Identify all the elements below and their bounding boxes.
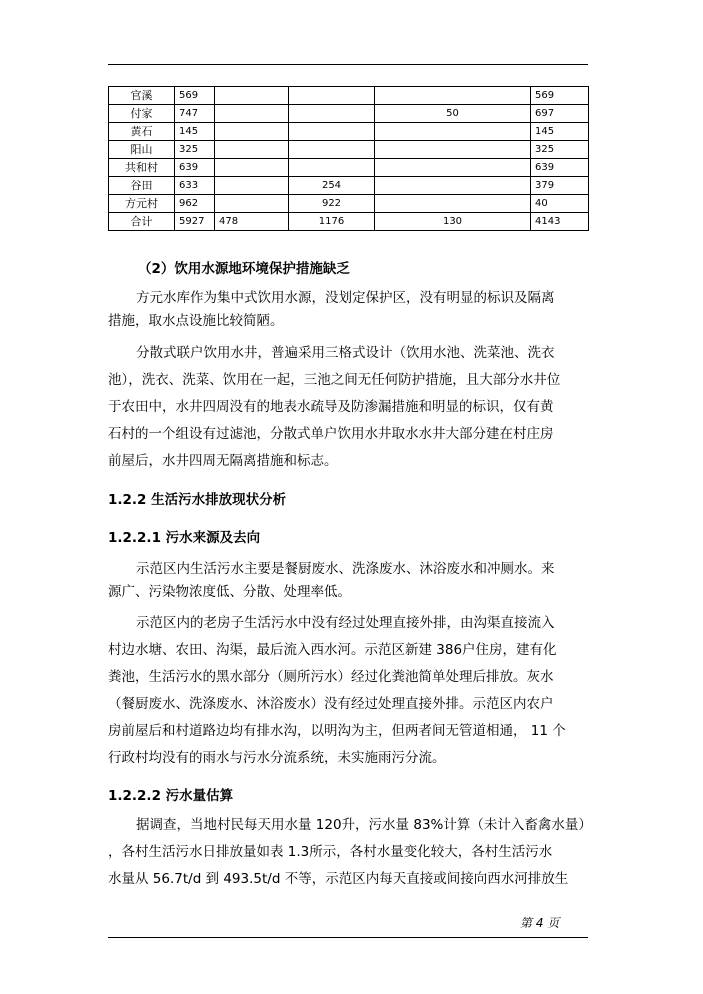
paragraph-line: 于农田中，水井四周没有的地表水疏导及防渗漏措施和明显的标识，仅有黄 (108, 399, 554, 415)
paragraph-line: 房前屋后和村道路边均有排水沟，以明沟为主，但两者间无管道相通， 11 个 (108, 723, 566, 739)
paragraph-sources (108, 558, 588, 604)
paragraph-wells (108, 342, 588, 473)
table-cell-value (289, 87, 375, 105)
table-cell-village: 付家 (109, 105, 175, 123)
table-cell-village: 合计 (109, 213, 175, 231)
table-cell-value: 747 (175, 105, 215, 123)
table-cell-value: 633 (175, 177, 215, 195)
table-cell-value: 4143 (531, 213, 589, 231)
header-rule (108, 64, 588, 65)
table-cell-value: 5927 (175, 213, 215, 231)
table-cell-value: 40 (531, 195, 589, 213)
paragraph-line: 村边水塘、农田、沟渠，最后流入西水河。示范区新建 386户住房，建有化 (108, 642, 557, 658)
paragraph-line: 示范区内生活污水主要是餐厨废水、洗涤废水、沐浴废水和冲厕水。来 (136, 561, 555, 577)
paragraph-line: 行政村均没有的雨水与污水分流系统，未实施雨污分流。 (108, 750, 446, 766)
table-cell-value (289, 141, 375, 159)
table-cell-value: 922 (289, 195, 375, 213)
table-row (109, 159, 589, 177)
table-cell-village: 谷田 (109, 177, 175, 195)
table-cell-value: 697 (531, 105, 589, 123)
paragraph-reservoir (108, 287, 588, 333)
table-cell-village: 共和村 (109, 159, 175, 177)
paragraph-line: 粪池，生活污水的黑水部分（厕所污水）经过化粪池简单处理后排放。灰水 (108, 669, 554, 685)
section-2-block (108, 258, 588, 281)
table-cell-value (215, 141, 289, 159)
table-cell-value (215, 177, 289, 195)
table-cell-value (289, 105, 375, 123)
table-cell-value (289, 159, 375, 177)
page-number: 第 4 页 (520, 916, 560, 930)
table-cell-village: 官溪 (109, 87, 175, 105)
table-cell-value: 50 (375, 105, 531, 123)
table-row (109, 177, 589, 195)
table-cell-value (215, 195, 289, 213)
table-cell-value (215, 105, 289, 123)
paragraph-discharge (108, 612, 588, 770)
paragraph-line: 措施，取水点设施比较简陋。 (108, 313, 284, 329)
table-cell-value (289, 123, 375, 141)
paragraph-estimate (108, 814, 592, 891)
table-row (109, 123, 589, 141)
paragraph-line: 方元水库作为集中式饮用水源，没划定保护区，没有明显的标识及隔离 (136, 290, 555, 306)
table-cell-value (215, 159, 289, 177)
table-cell-value (375, 195, 531, 213)
paragraph-line: （餐厨废水、洗涤废水、沐浴废水）没有经过处理直接外排。示范区内农户 (108, 696, 554, 712)
paragraph-line: 分散式联户饮用水井，普遍采用三格式设计（饮用水池、洗菜池、洗衣 (136, 345, 555, 361)
table-cell-value: 478 (215, 213, 289, 231)
table-cell-value: 379 (531, 177, 589, 195)
paragraph-line: 石村的一个组设有过滤池，分散式单户饮用水井取水水井大部分建在村庄房 (108, 426, 554, 442)
table-cell-value (375, 123, 531, 141)
table-cell-value: 639 (175, 159, 215, 177)
table-cell-value: 325 (175, 141, 215, 159)
table-cell-value (375, 87, 531, 105)
paragraph-line: 源广、污染物浓度低、分散、处理率低。 (108, 584, 351, 600)
table-cell-value (375, 177, 531, 195)
paragraph-line: ，各村生活污水日排放量如表 1.3所示，各村水量变化较大，各村生活污水 (108, 844, 553, 860)
table-cell-value (215, 123, 289, 141)
table-row (109, 213, 589, 231)
table-cell-value: 325 (531, 141, 589, 159)
table-cell-value: 145 (531, 123, 589, 141)
table-row (109, 105, 589, 123)
table-cell-value: 130 (375, 213, 531, 231)
paragraph-line: 示范区内的老房子生活污水中没有经过处理直接外排，由沟渠直接流入 (136, 615, 555, 631)
paragraph-line: 水量从 56.7t/d 到 493.5t/d 不等，示范区内每天直接或间接向西水河排放生 (108, 871, 569, 887)
paragraph-line: 据调查，当地村民每天用水量 120升，污水量 83%计算（未计入畜禽水量） (136, 817, 592, 833)
table-cell-value: 962 (175, 195, 215, 213)
table-row (109, 87, 589, 105)
table-cell-village: 方元村 (109, 195, 175, 213)
table-cell-village: 阳山 (109, 141, 175, 159)
table-cell-value: 145 (175, 123, 215, 141)
table-cell-value: 639 (531, 159, 589, 177)
paragraph-line: 前屋后，水井四周无隔离措施和标志。 (108, 453, 338, 469)
footer-rule (108, 937, 588, 938)
section-2-title: （2）饮用水源地环境保护措施缺乏 (138, 261, 350, 277)
heading-1-2-2-1: 1.2.2.1 污水来源及去向 (108, 530, 261, 546)
table-cell-value (215, 87, 289, 105)
table-cell-village: 黄石 (109, 123, 175, 141)
drinking-water-table (108, 86, 589, 231)
table-row (109, 141, 589, 159)
heading-1-2-2: 1.2.2 生活污水排放现状分析 (108, 492, 287, 508)
paragraph-line: 池），洗衣、洗菜、饮用在一起，三池之间无任何防护措施，且大部分水井位 (108, 372, 561, 388)
table-cell-value: 254 (289, 177, 375, 195)
table-cell-value (375, 159, 531, 177)
table-row (109, 195, 589, 213)
table-cell-value (375, 141, 531, 159)
table-cell-value: 1176 (289, 213, 375, 231)
table-cell-value: 569 (175, 87, 215, 105)
heading-1-2-2-2: 1.2.2.2 污水量估算 (108, 788, 234, 804)
table-cell-value: 569 (531, 87, 589, 105)
